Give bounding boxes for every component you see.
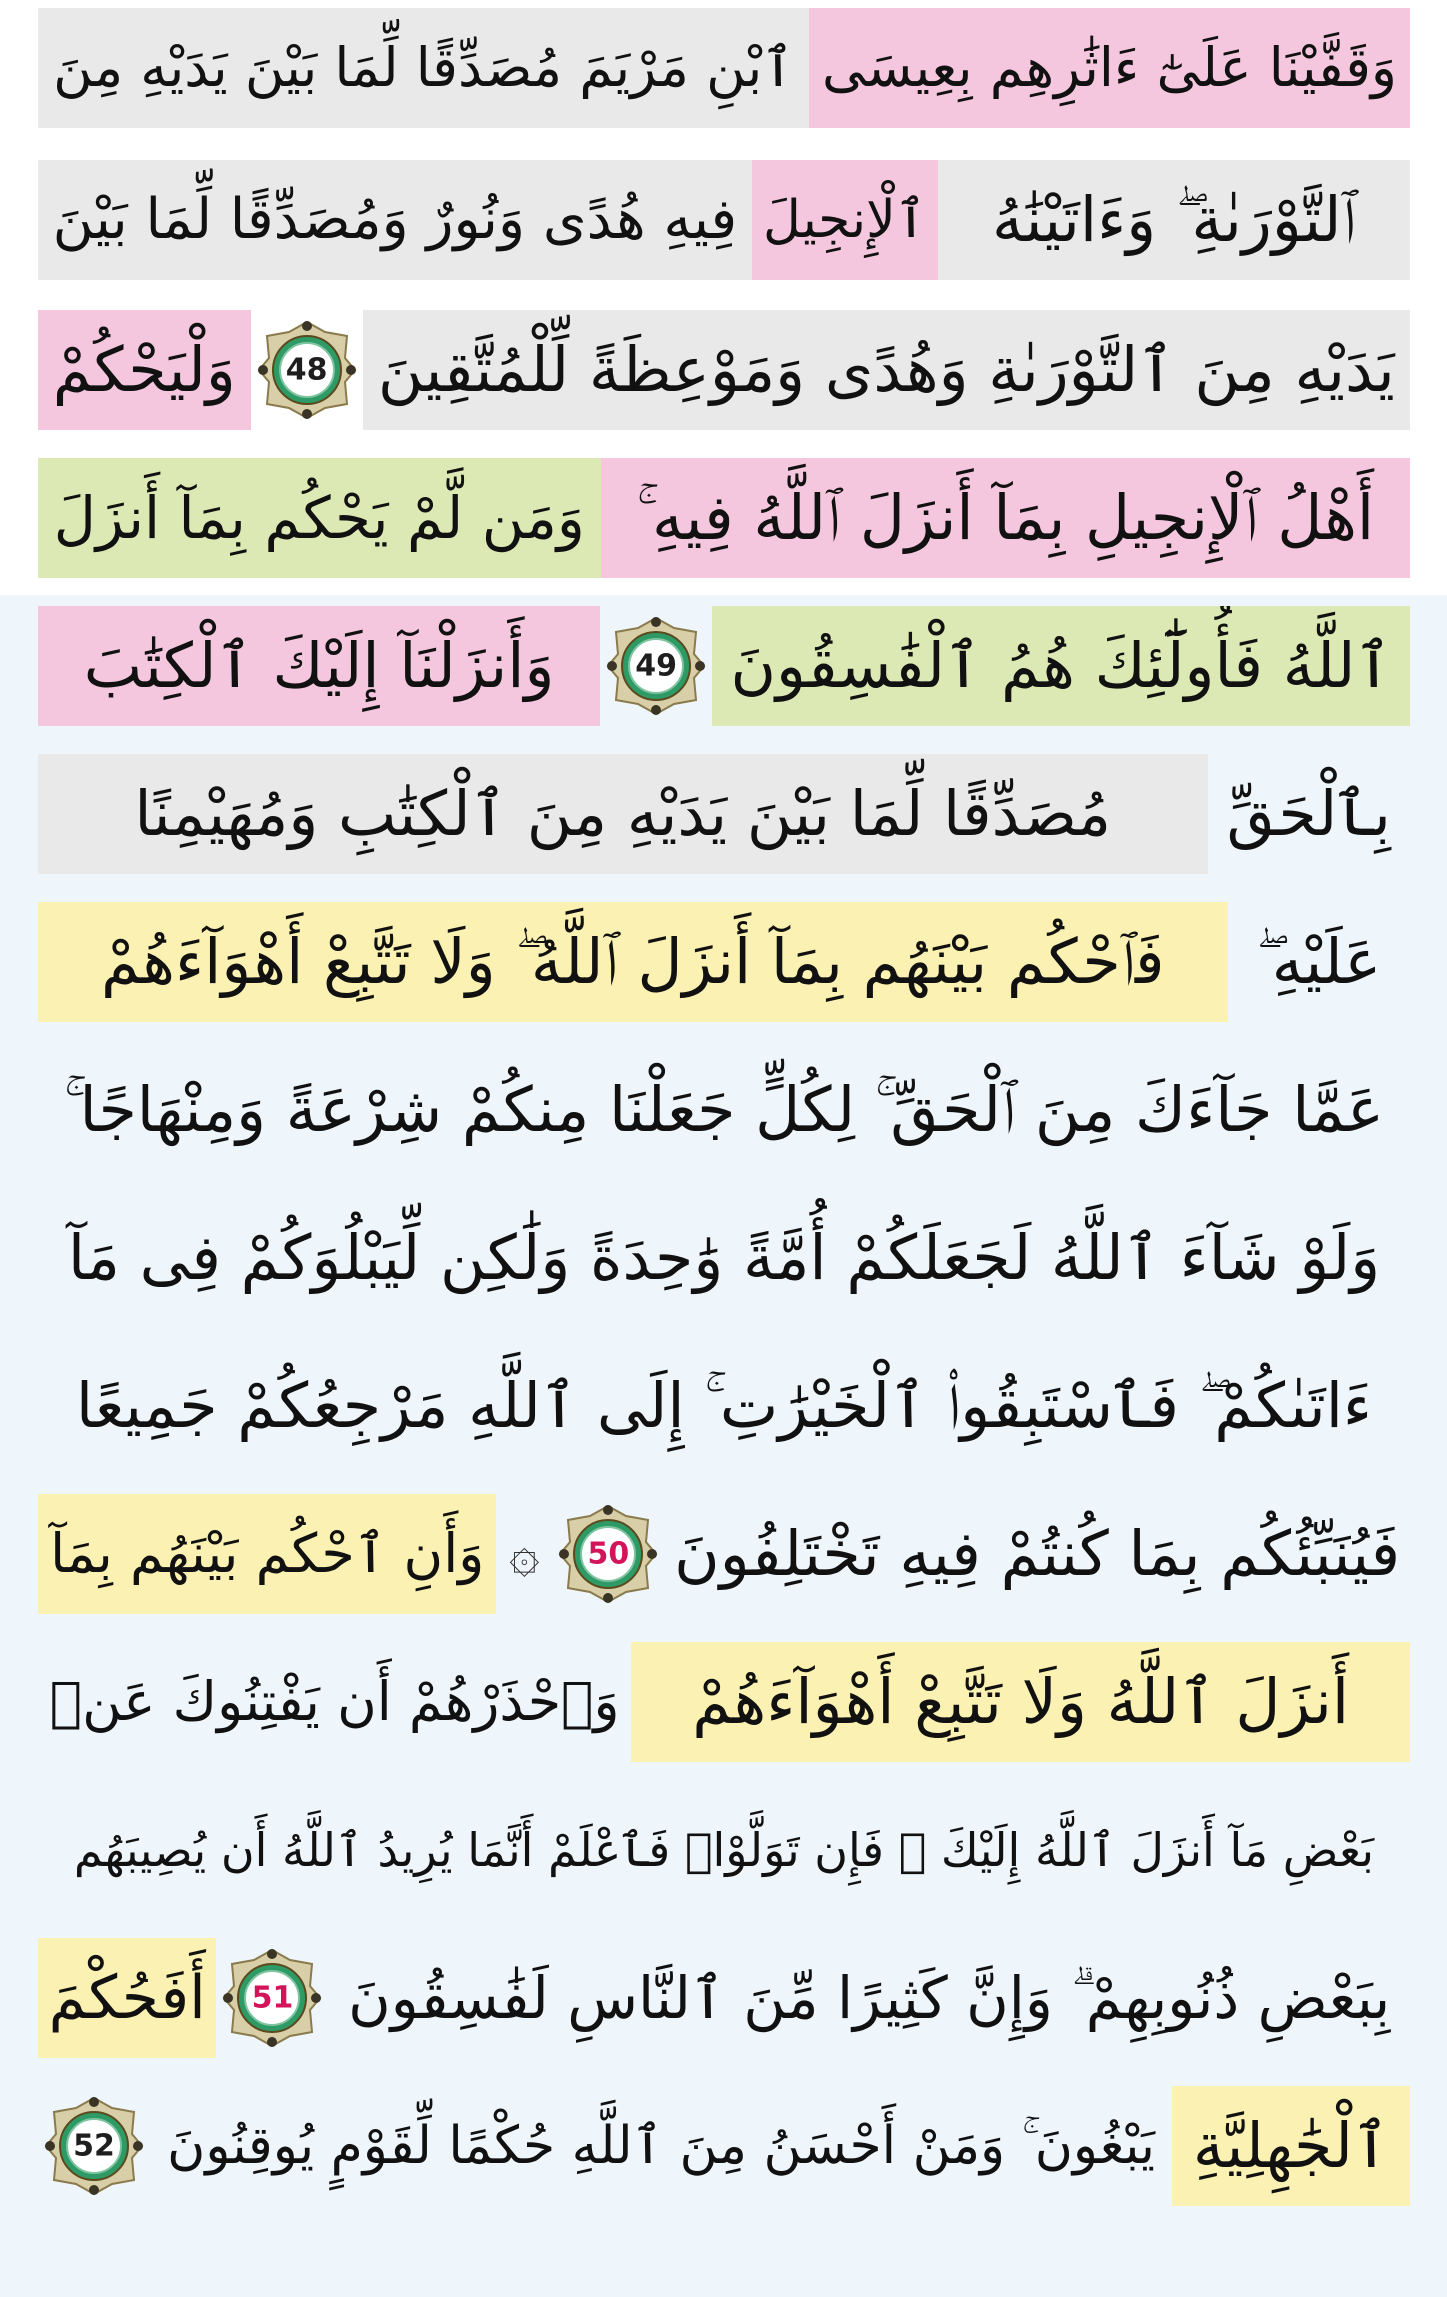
highlighted-phrase-yellow[interactable]: وَأَنِ ٱحْكُم بَيْنَهُم بِمَآ: [38, 1494, 496, 1614]
ayah-number: 48: [285, 352, 328, 388]
verse-text[interactable]: وَٱحْذَرْهُمْ أَن يَفْتِنُوكَ عَنۢ: [49, 1670, 620, 1733]
verse-text[interactable]: بَعْضِ مَآ أَنزَلَ ٱللَّهُ إِلَيْكَ ۖ فَإِن تَوَلَّوْا۟ فَٱعْلَمْ أَنَّمَا يُرِيدُ ٱللَّهُ أَن يُصِيبَهُم: [73, 1823, 1375, 1877]
verse-line: [38, 160, 1410, 280]
verse-line: [38, 310, 1410, 430]
ayah-number-marker[interactable]: [251, 310, 363, 430]
highlighted-phrase-pink[interactable]: وَقَفَّيْنَا عَلَىٰٓ ءَاثَٰرِهِم بِعِيسَى: [809, 8, 1410, 128]
highlighted-phrase-gray[interactable]: ٱبْنِ مَرْيَمَ مُصَدِّقًا لِّمَا بَيْنَ يَدَيْهِ مِنَ: [38, 8, 809, 128]
verse-line: [38, 8, 1410, 128]
verse-line: [38, 1938, 1410, 2058]
ayah-number-marker[interactable]: [552, 1494, 664, 1614]
ayah-number-marker[interactable]: [600, 606, 712, 726]
highlighted-phrase-green[interactable]: ٱللَّهُ فَأُولَٰٓئِكَ هُمُ ٱلْفَٰسِقُونَ: [712, 606, 1410, 726]
verse-line: [38, 1346, 1410, 1466]
verse-text[interactable]: ءَاتَىٰكُمْ ۖ فَٱسْتَبِقُوا۟ ٱلْخَيْرَٰتِ ۚ إِلَى ٱللَّهِ مَرْجِعُكُمْ جَمِيعًا: [75, 1369, 1373, 1442]
highlighted-phrase-gray[interactable]: ٱلتَّوْرَىٰةِ ۖ وَءَاتَيْنَٰهُ: [938, 160, 1410, 280]
highlighted-phrase-pink[interactable]: وَلْيَحْكُمْ: [38, 310, 251, 430]
highlighted-phrase-pink[interactable]: أَهْلُ ٱلْإِنجِيلِ بِمَآ أَنزَلَ ٱللَّهُ فِيهِ ۚ: [601, 458, 1410, 578]
verse-text[interactable]: وَلَوْ شَآءَ ٱللَّهُ لَجَعَلَكُمْ أُمَّةً وَٰحِدَةً وَلَٰكِن لِّيَبْلُوَكُمْ فِى مَآ: [67, 1221, 1381, 1294]
verse-line: [38, 1790, 1410, 1910]
ayah-number: 52: [73, 2128, 115, 2164]
verse-text[interactable]: فَيُنَبِّئُكُم بِمَا كُنتُمْ فِيهِ تَخْتَلِفُونَ: [674, 1517, 1401, 1590]
verse-line: [38, 2086, 1410, 2206]
highlighted-phrase-yellow[interactable]: فَٱحْكُم بَيْنَهُم بِمَآ أَنزَلَ ٱللَّهُ ۖ وَلَا تَتَّبِعْ أَهْوَآءَهُمْ: [38, 902, 1228, 1022]
highlighted-phrase-yellow[interactable]: أَفَحُكْمَ: [38, 1938, 216, 2058]
hizb-symbol: ۞: [509, 1524, 540, 1584]
highlighted-phrase-yellow[interactable]: أَنزَلَ ٱللَّهُ وَلَا تَتَّبِعْ أَهْوَآءَهُمْ: [631, 1642, 1410, 1762]
verse-line: [38, 606, 1410, 726]
verse-line: [38, 902, 1410, 1022]
highlighted-phrase-green[interactable]: وَمَن لَّمْ يَحْكُم بِمَآ أَنزَلَ: [38, 458, 601, 578]
verse-text[interactable]: بِٱلْحَقِّ: [1226, 777, 1391, 850]
verse-line: [38, 1198, 1410, 1318]
verse-line: [38, 1494, 1410, 1614]
ayah-number: 49: [635, 648, 678, 684]
highlighted-phrase-yellow[interactable]: ٱلْجَٰهِلِيَّةِ: [1172, 2086, 1410, 2206]
verse-text[interactable]: يَبْغُونَ ۚ وَمَنْ أَحْسَنُ مِنَ ٱللَّهِ حُكْمًا لِّقَوْمٍ يُوقِنُونَ: [167, 2116, 1155, 2176]
verse-text[interactable]: عَلَيْهِ ۖ: [1256, 925, 1382, 998]
verse-text[interactable]: عَمَّا جَآءَكَ مِنَ ٱلْحَقِّ ۚ لِكُلٍّ جَعَلْنَا مِنكُمْ شِرْعَةً وَمِنْهَاجًا ۚ: [64, 1073, 1384, 1146]
ayah-number-marker[interactable]: [38, 2086, 150, 2206]
verse-line: [38, 754, 1410, 874]
verse-text[interactable]: بِبَعْضِ ذُنُوبِهِمْ ۗ وَإِنَّ كَثِيرًا مِّنَ ٱلنَّاسِ لَفَٰسِقُونَ: [348, 1964, 1391, 2032]
verse-line: [38, 1642, 1410, 1762]
highlighted-phrase-gray[interactable]: فِيهِ هُدًى وَنُورٌ وَمُصَدِّقًا لِّمَا بَيْنَ: [38, 160, 752, 280]
highlighted-phrase-gray[interactable]: مُصَدِّقًا لِّمَا بَيْنَ يَدَيْهِ مِنَ ٱلْكِتَٰبِ وَمُهَيْمِنًا: [38, 754, 1208, 874]
verse-line: [38, 458, 1410, 578]
highlighted-phrase-pink[interactable]: ٱلْإِنجِيلَ: [752, 160, 938, 280]
highlighted-phrase-pink[interactable]: وَأَنزَلْنَآ إِلَيْكَ ٱلْكِتَٰبَ: [38, 606, 600, 726]
highlighted-phrase-gray[interactable]: يَدَيْهِ مِنَ ٱلتَّوْرَىٰةِ وَهُدًى وَمَوْعِظَةً لِّلْمُتَّقِينَ: [363, 310, 1410, 430]
verse-line: [38, 1050, 1410, 1170]
ayah-number: 51: [251, 1980, 294, 2016]
ayah-number: 50: [587, 1536, 630, 1572]
ayah-number-marker[interactable]: [216, 1938, 328, 2058]
